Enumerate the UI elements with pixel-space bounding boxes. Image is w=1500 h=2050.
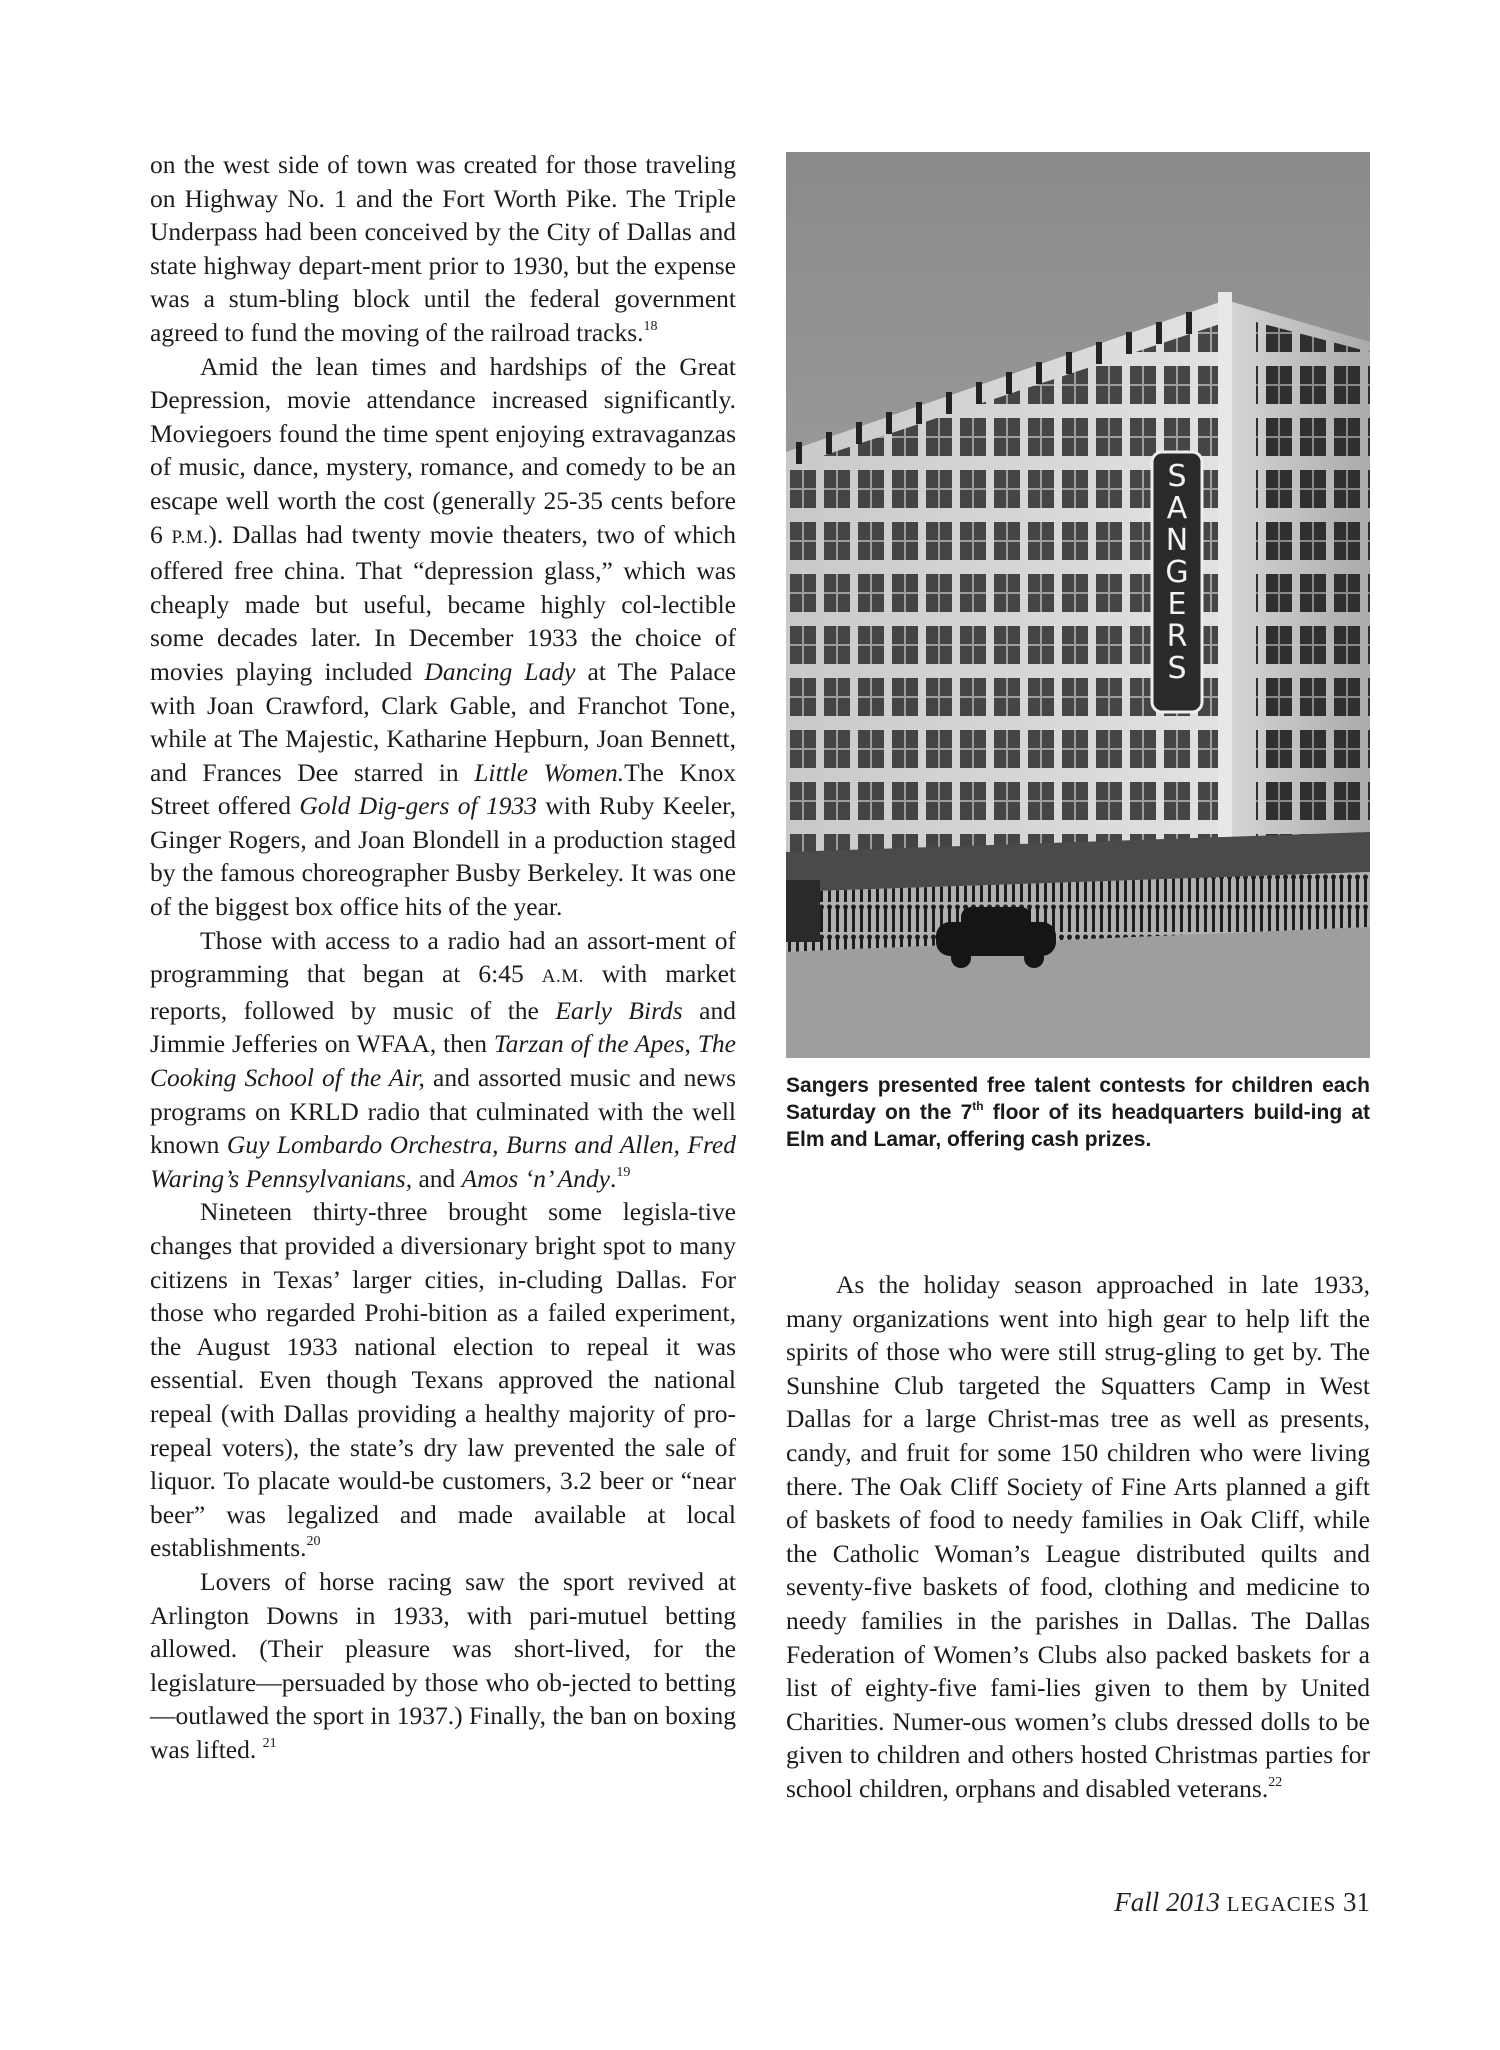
footnote-ref: 19 (616, 1164, 631, 1180)
footnote-ref: 20 (306, 1534, 321, 1550)
footnote-ref: 22 (1268, 1774, 1283, 1790)
sangers-building-photo (786, 152, 1370, 1058)
page-number: 31 (1343, 1887, 1370, 1917)
footer-journal: LEGACIES (1226, 1892, 1337, 1916)
paragraph-prohibition: Nineteen thirty-three brought some legisla-tive changes that provided a diversionary bright spot to many citizens in Texas’ larger cities, in-cluding Dallas. For those who regarded Prohi-bition as a failed experiment, the August 1933 national election to repeal it was essential. Even though Texans approved the national repeal (with Dallas providing a healthy majority of pro-repeal voters), the state’s dry law prevented the sale of liquor. To placate would-be customers, 3.2 beer or “near beer” was legalized and made available at local establishments.$^{20}$ (150, 1197, 736, 1563)
page-footer (1114, 1887, 1370, 1918)
right-column (786, 1268, 1370, 1806)
footnote-ref: 18 (643, 318, 658, 334)
paragraph-horse-racing: Lovers of horse racing saw the sport revived at Arlington Downs in 1933, with pari-mutuel betting allowed. (Their pleasure was short-lived, for the legislature—persuaded by those who ob-jected to betting—outlawed the sport in 1937.) Finally, the ban on boxing was lifted. $^{21}$ (150, 1566, 736, 1764)
footnote-ref: 21 (262, 1735, 277, 1751)
paragraph-movies: Amid the lean times and hardships of the Great Depression, movie attendance increased significantly. Moviegoers found the time spent enjoying extravaganzas of music, dance, mystery, romance, and comedy to be an escape well worth the cost (generally 25-35 cents before 6 P.M.). Dallas had twenty movie theaters, two of which offered free china. That “depression glass,” which was cheaply made but useful, became highly col-lectible some decades later. In December 1933 the choice of movies playing included Dancing Lady at The Palace with Joan Crawford, Clark Gable, and Franchot Tone, while at The Majestic, Katharine Hepburn, Joan Bennett, and Frances Dee starred in Little Women.The Knox Street offered Gold Dig-gers of 1933 with Ruby Keeler, Ginger Rogers, and Joan Blondell in a production staged by the famous choreographer Busby Berkeley. It was one of the biggest box office hits of the year. (150, 351, 737, 922)
paragraph-holiday: As the holiday season approached in late 1933, many organizations went into high gear to help lift the spirits of those who were still strug-gling to get by. The Sunshine Club targeted the Squatters Camp in West Dallas for a large Christ-mas tree as well as presents, candy, and fruit for some 150 children who were living there. The Oak Cliff Society of Fine Arts planned a gift of baskets of food to needy families in Oak Cliff, while the Catholic Woman’s League distributed quilts and seventy-five baskets of food, clothing and medicine to needy families in the parishes in Dallas. The Dallas Federation of Women’s Clubs also packed baskets for a list of eighty-five fami-lies given to them by United Charities. Numer-ous women’s clubs dressed dolls to be given to children and others hosted Christmas parties for school children, orphans and disabled veterans.$^{22}$ (786, 1270, 1370, 1803)
left-column (150, 148, 736, 1767)
footer-season: Fall 2013 (1114, 1887, 1220, 1917)
paragraph-highway: on the west side of town was created for those traveling on Highway No. 1 and the Fort Worth Pike. The Triple Underpass had been conceived by the City of Dallas and state highway depart-ment prior to 1930, but the expense was a stum-bling block until the federal government agreed to fund the moving of the railroad tracks.$^{18}$ (150, 150, 736, 347)
figure-caption: Sangers presented free talent contests for children each Saturday on the 7th floor of its headquarters build-ing at Elm and Lamar, offering cash prizes. (786, 1074, 1371, 1151)
paragraph-radio: Those with access to a radio had an assort-ment of programming that began at 6:45 A.M. with market reports, followed by music of the Early Birds and Jimmie Jefferies on WFAA, then Tarzan of the Apes, The Cooking School of the Air, and assorted music and news programs on KRLD radio that culminated with the well known Guy Lombardo Orchestra, Burns and Allen, Fred Waring’s Pennsylvanians, and Amos ‘n’ Andy.$^{19}$ (150, 925, 736, 1193)
store-sign: S A N G E R S (1165, 459, 1189, 686)
